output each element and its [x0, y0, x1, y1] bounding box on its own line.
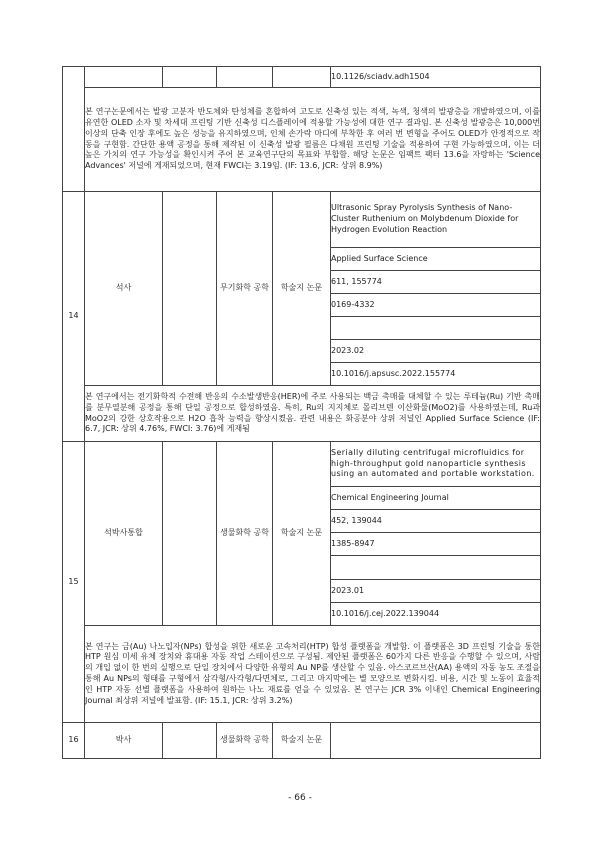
row15-description: 본 연구는 금(Au) 나노입자(NPs) 합성을 위한 새로운 고속처리(HTP) 합성 플랫폼을 개발함. 이 플랫폼은 3D 프린팅 기술을 통한 HTP 원심 미세 유체 장치와 휴대용 자동 작업 스테이션으로 구성됨. 제안된 플랫폼은 60가지 다른 반응을 수행할 수 있으며, 사람의 개입 없이 한 번의 실행으로 단일 장치에서 다양한 유형의 Au NP를 생산할 수 있음. 아스코르브산(AA) 용액의 자동 농도 조절을 통해 Au NPs의 형태를 구형에서 삼각형/사각형/다면체로, 그리고 마지막에는 별 모양으로 변화시킴. 비용, 시간 및 노동이 효율적인 HTP 자동 선별 플랫폼을 사용하여 원하는 나노 재료를 얻을 수 있었음. 본 연구는 JCR 3% 이내인 Chemical Engineering Journal 최상위 저널에 발표함. (IF: 15.1, JCR: 상위 3.2%)	[85, 626, 541, 723]
row15-volume: 452, 139044	[331, 510, 541, 533]
row16-number: 16	[63, 723, 85, 759]
row14-category: 학술지 논문	[273, 192, 331, 386]
row13-department-cell	[217, 67, 273, 88]
row16-category: 학술지 논문	[273, 723, 331, 759]
row14-doi: 10.1016/j.apsusc.2022.155774	[331, 363, 541, 386]
row13-description: 본 연구논문에서는 발광 고분자 반도체와 탄성체를 혼합하여 고도로 신축성 있는 적색, 녹색, 청색의 발광층을 개발하였으며, 이를 유연한 OLED 소자 및 차세대 프린팅 기반 신축성 디스플레이에 적용할 가능성에 대한 연구 결과임. 본 신축성 발광층은 10,000번 이상의 단축 인장 후에도 높은 성능을 유지하였으며, 인체 손가락 마디에 부착한 후 여러 번 변형을 주어도 OLED가 안정적으로 작동을 구현함. 간단한 용액 공정을 통해 제작된 이 신축성 발광 필름은 다채원 프린팅 기술을 적용하여 구현 가능하였으며, 이는 더 높은 가치의 연구 가능성을 확인시켜 주어 본 교육연구단의 목표와 부합함. 해당 논문은 임팩트 팩터 13.6을 자랑하는 'Science Advances' 저널에 게재되었으며, 현재 FWCI는 3.19임. (IF: 13.6, JCR: 상위 8.9%)	[85, 88, 541, 192]
research-output-table	[62, 66, 541, 759]
row16-department: 생물화학 공학	[217, 723, 273, 759]
row15-number: 15	[63, 442, 85, 723]
row15-category: 학술지 논문	[273, 442, 331, 626]
row15-journal: Chemical Engineering Journal	[331, 487, 541, 510]
row14-number: 14	[63, 192, 85, 442]
row16-degree: 박사	[85, 723, 163, 759]
row14-description: 본 연구에서는 전기화학적 수전해 반응의 수소발생반응(HER)에 주로 사용되는 백금 촉매를 대체할 수 있는 루테늄(Ru) 기반 촉매를 분무열분해 공정을 통해 단일 공정으로 합성하였음. 특히, Ru의 지지체로 몰리브덴 이산화물(MoO2)를 사용하였는데, Ru과 MoO2의 강한 상호작용으로 H2O 흡착 능력을 향상시켰음. 관련 내용은 화공분야 상위 저널인 Applied Surface Science (IF: 6.7, JCR: 상위 4.76%, FWCI: 3.76)에 게재됨	[85, 386, 541, 442]
row16-info-cell	[331, 723, 541, 759]
row15-department: 생물화학 공학	[217, 442, 273, 626]
row15-title: Serially diluting centrifugal microfluidics for high-throughput gold nanoparticle synthesis using an automated and portable workstation.	[331, 442, 541, 487]
row15-degree: 석박사통합	[85, 442, 163, 626]
page-number: - 66 -	[288, 793, 312, 803]
row14-empty-cell	[163, 192, 217, 386]
row14-volume: 611, 155774	[331, 271, 541, 294]
row15-date: 2023.01	[331, 580, 541, 603]
row13-number-cell	[63, 67, 85, 192]
row13-doi: 10.1126/sciadv.adh1504	[331, 67, 541, 88]
row15-empty-cell	[163, 442, 217, 626]
row14-issn: 0169-4332	[331, 294, 541, 317]
row14-blank	[331, 317, 541, 340]
row15-blank	[331, 556, 541, 580]
row13-empty-cell	[163, 67, 217, 88]
row14-date: 2023.02	[331, 340, 541, 363]
row13-category-cell	[273, 67, 331, 88]
row14-degree: 석사	[85, 192, 163, 386]
row16-empty-cell	[163, 723, 217, 759]
row15-issn: 1385-8947	[331, 533, 541, 556]
row13-degree-cell	[85, 67, 163, 88]
row15-doi: 10.1016/j.cej.2022.139044	[331, 603, 541, 626]
row14-journal: Applied Surface Science	[331, 248, 541, 271]
row14-department: 무기화학 공학	[217, 192, 273, 386]
row14-title: Ultrasonic Spray Pyrolysis Synthesis of Nano-Cluster Ruthenium on Molybdenum Dioxide for Hydrogen Evolution Reaction	[331, 192, 541, 248]
